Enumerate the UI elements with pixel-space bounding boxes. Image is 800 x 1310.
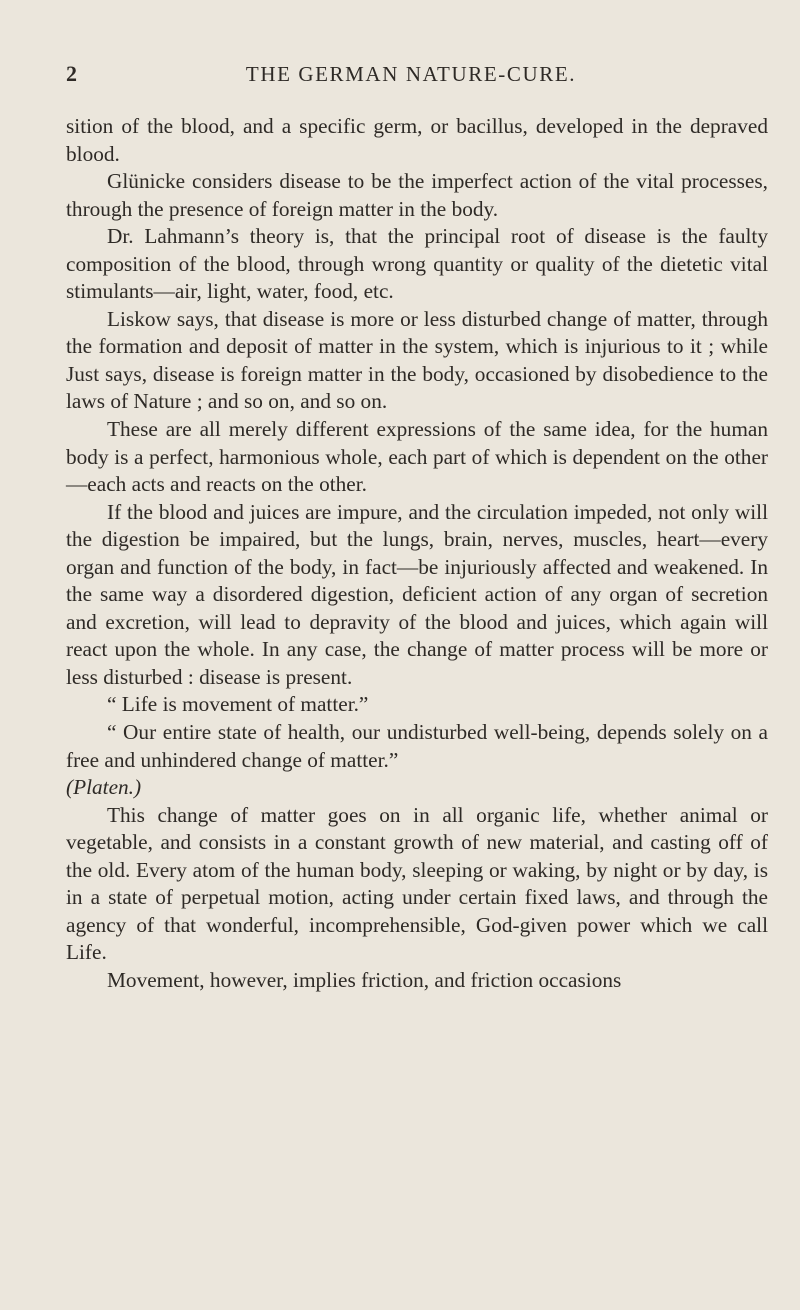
paragraph: sition of the blood, and a specific germ, or bacillus, developed in the depraved blood.: [66, 114, 768, 166]
attribution-text: (Platen.): [66, 775, 142, 800]
paragraph: Dr. Lahmann’s theory is, that the principal root of disease is the faulty composition of the blood, through wrong quantity or quality of the dietetic vital stimulants—air, light, water, food, etc.: [66, 224, 768, 304]
paragraph: These are all merely different expressions of the same idea, for the human body is a perfect, harmonious whole, each part of which is dependent on the other—each acts and reacts on the other.: [66, 417, 768, 497]
body-text: [66, 113, 768, 995]
running-head: [66, 60, 756, 88]
quotation-attribution: [66, 774, 768, 802]
running-title: THE GERMAN NATURE-CURE.: [245, 62, 577, 86]
quotation: “ Our entire state of health, our undisturbed well-being, depends solely on a free and unhindered change of matter.”: [66, 720, 768, 772]
page-number: 2: [66, 61, 77, 86]
paragraph: If the blood and juices are impure, and the circulation impeded, not only will the digestion be impaired, but the lungs, brain, nerves, muscles, heart—every organ and function of the body, in fact—be injuriously affected and weakened. In the same way a disordered digestion, deficient action of any organ of secretion and excretion, will lead to depravity of the blood and juices, which again will react upon the whole. In any case, the change of matter process will be more or less disturbed : disease is present.: [66, 499, 768, 689]
paragraph: Liskow says, that disease is more or less disturbed change of matter, through the formation and deposit of matter in the system, which is injurious to it ; while Just says, disease is foreign matter in the body, occasioned by disobedience to the laws of Nature ; and so on, and so on.: [66, 306, 768, 414]
quotation: “ Life is movement of matter.”: [107, 692, 369, 717]
paragraph: Glünicke considers disease to be the imperfect action of the vital processes, through the presence of foreign matter in the body.: [66, 169, 768, 221]
paragraph: This change of matter goes on in all organic life, whether animal or vegetable, and consists in a constant growth of new material, and casting off of the old. Every atom of the human body, sleeping or waking, by night or by day, is in a state of perpetual motion, acting under certain fixed laws, and through the agency of that wonderful, incomprehensible, God-given power which we call Life.: [66, 802, 768, 965]
paragraph: Movement, however, implies friction, and friction occasions: [107, 967, 622, 992]
